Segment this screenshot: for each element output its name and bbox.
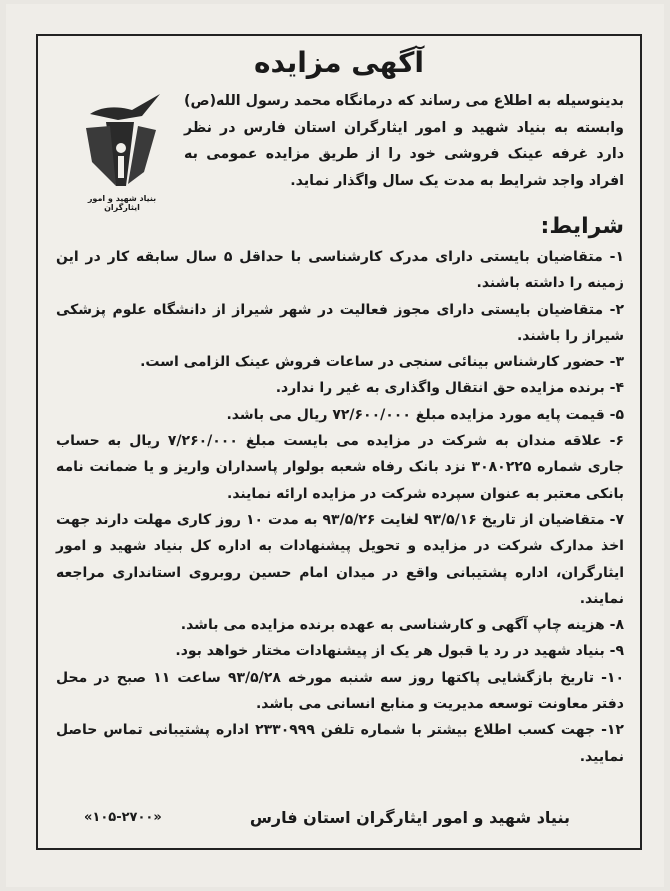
logo — [72, 76, 172, 216]
condition-item: ۴- برنده مزایده حق انتقال واگذاری به غیر را ندارد. — [275, 380, 624, 397]
conditions-heading: شرایط: — [540, 214, 624, 239]
notice-title: آگهی مزایده — [253, 46, 424, 79]
condition-item: ۵- قیمت پایه مورد مزایده مبلغ ۷۲/۶۰۰/۰۰۰ ریال می باشد. — [226, 406, 624, 423]
notice-frame — [36, 34, 642, 850]
footer-code: «۱۰۵-۲۷۰۰» — [84, 810, 162, 825]
condition-item: ۹- بنیاد شهید در رد یا قبول هر یک از پیشنهادات مختار خواهد بود. — [175, 643, 624, 660]
intro-paragraph: بدینوسیله به اطلاع می رساند که درمانگاه محمد رسول الله(ص) وابسته به بنیاد شهید و امور ایثارگران استان فارس در نظر دارد غرفه عینک فروشی خود را از طریق مزایده عمومی به افراد واجد شرایط به مدت یک سال واگذار نماید. — [184, 93, 624, 189]
martyr-foundation-emblem-icon — [72, 76, 172, 196]
condition-item: ۱۰- تاریخ بازگشایی پاکتها روز سه شنبه مورخه ۹۳/۵/۲۸ ساعت ۱۱ صبح در محل دفتر معاونت توسعه مدیریت و منابع انسانی می باشد. — [56, 669, 625, 713]
condition-item: ۳- حضور کارشناس بینائی سنجی در ساعات فروش عینک الزامی است. — [140, 354, 624, 371]
conditions-list — [56, 244, 624, 770]
condition-item: ۱- متقاضیان بایستی دارای مدرک کارشناسی با حداقل ۵ سال سابقه کار در این زمینه را داشته باشند. — [56, 249, 625, 292]
newspaper-clipping — [6, 4, 664, 887]
condition-item: ۸- هزینه چاپ آگهی و کارشناسی به عهده برنده مزایده می باشد. — [180, 617, 624, 634]
condition-item: ۲- متقاضیان بایستی دارای مجوز فعالیت در شهر شیراز از دانشگاه علوم پزشکی شیراز را باشند. — [56, 301, 624, 344]
logo-caption: بنیاد شهید و امور ایثارگران — [87, 194, 157, 212]
condition-item: ۷- متقاضیان از تاریخ ۹۳/۵/۱۶ لغایت ۹۳/۵/۲۶ به مدت ۱۰ روز کاری مهلت دارند جهت اخذ مدارک شرکت در مزایده و تحویل پیشنهادات به اداره کل بنیاد شهید و امور ایثارگران، اداره پشتیبانی واقع در میدان امام حسین روبروی استانداری مراجعه نمایند. — [56, 511, 625, 607]
condition-item: ۶- علاقه مندان به شرکت در مزایده می بایست مبلغ ۷/۲۶۰/۰۰۰ ریال به حساب جاری شماره ۳۰۸۰۲۲۵ نزد بانک رفاه شعبه بولوار پاسداران واریز و یا ضمانت نامه بانکی معتبر به عنوان سپرده شرکت در مزایده ارائه نمایند. — [56, 433, 624, 502]
condition-item: ۱۲- جهت کسب اطلاع بیشتر با شماره تلفن ۲۳۳۰۹۹۹ اداره پشتیبانی تماس حاصل نمایید. — [56, 722, 624, 765]
footer-organization: بنیاد شهید و امور ایثارگران استان فارس — [249, 808, 570, 827]
